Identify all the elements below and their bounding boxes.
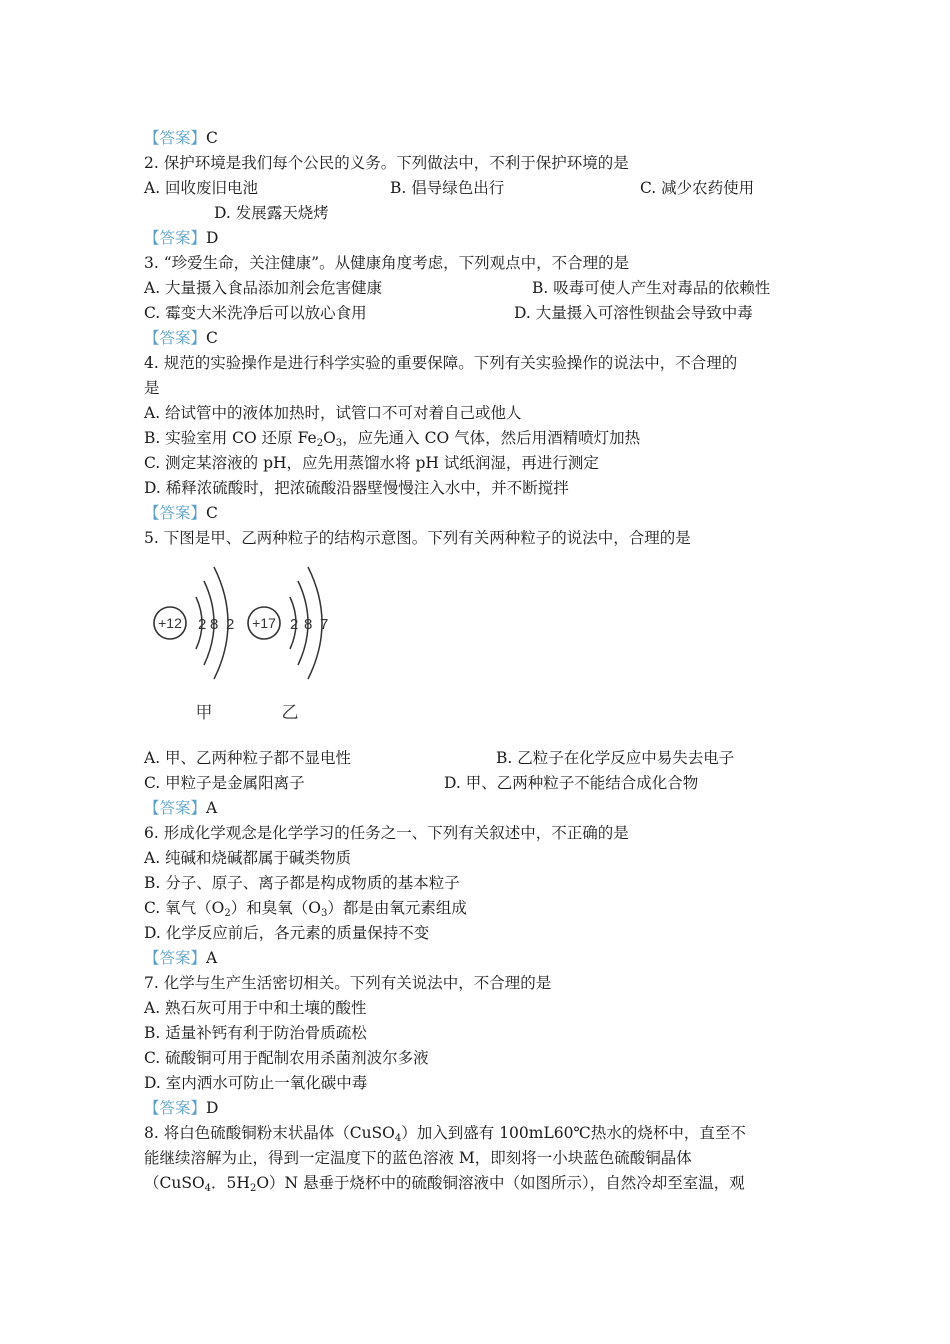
q3-option-d: D. 大量摄入可溶性钡盐会导致中毒 xyxy=(514,304,753,322)
q7-stem: 7. 化学与生产生活密切相关。下列有关说法中，不合理的是 xyxy=(144,974,552,992)
q4-stem-cont: 是 xyxy=(144,379,160,397)
jia-shell-2-electrons: 8 xyxy=(210,616,219,633)
q4-answer: 【答案】C xyxy=(144,504,218,522)
q3-options-row xyxy=(144,276,814,301)
q6-option-d: D. 化学反应前后，各元素的质量保持不变 xyxy=(144,924,430,942)
atom-structure-svg xyxy=(144,551,344,746)
q7-answer: 【答案】D xyxy=(144,1099,219,1117)
q3-options-row-2 xyxy=(144,301,814,326)
q4-stem: 4. 规范的实验操作是进行科学实验的重要保障。下列有关实验操作的说法中，不合理的 xyxy=(144,354,738,372)
q5-options-row xyxy=(144,746,814,771)
q5-option-a: A. 甲、乙两种粒子都不显电性 xyxy=(144,749,352,767)
q3-stem: 3. “珍爱生命，关注健康”。从健康角度考虑，下列观点中，不合理的是 xyxy=(144,254,630,272)
q7-option-c: C. 硫酸铜可用于配制农用杀菌剂波尔多液 xyxy=(144,1049,429,1067)
yi-shell-1-electrons: 2 xyxy=(290,616,299,633)
yi-label: 乙 xyxy=(281,703,299,723)
q8-stem-line-1: 8. 将白色硫酸铜粉末状晶体（CuSO$_4$）加入到盛有 100mL60℃热水的烧杯中，直至不 xyxy=(144,1124,746,1144)
jia-label: 甲 xyxy=(195,703,213,723)
atom-jia xyxy=(154,567,234,723)
q3-option-a: A. 大量摄入食品添加剂会危害健康 xyxy=(144,279,383,297)
q4-option-c: C. 测定某溶液的 pH，应先用蒸馏水将 pH 试纸润湿，再进行测定 xyxy=(144,454,599,472)
q1-answer: 【答案】C xyxy=(144,129,218,147)
q6-option-b: B. 分子、原子、离子都是构成物质的基本粒子 xyxy=(144,874,460,892)
q2-option-b: B. 倡导绿色出行 xyxy=(390,179,505,197)
q6-option-a: A. 纯碱和烧碱都属于碱类物质 xyxy=(144,849,352,867)
q4-option-b: B. 实验室用 CO 还原 $Fe_2O_3$，应先通入 CO 气体，然后用酒精喷灯加热 xyxy=(144,429,641,449)
yi-shell-3-electrons: 7 xyxy=(320,616,329,633)
document-page xyxy=(144,126,814,1196)
q8-stem-line-3: （CuSO$_4$．$5H_2O)N$ 悬垂于烧杯中的硫酸铜溶液中（如图所示），自然冷却至室温，观 xyxy=(144,1174,745,1194)
atom-structure-figure xyxy=(144,551,814,746)
q2-options-row-2 xyxy=(144,201,814,226)
q2-answer: 【答案】D xyxy=(144,229,219,247)
q6-stem: 6. 形成化学观念是化学学习的任务之一、下列有关叙述中，不正确的是 xyxy=(144,824,629,842)
jia-shell-3-electrons: 2 xyxy=(226,616,235,633)
q5-answer: 【答案】A xyxy=(144,799,218,817)
q5-option-c: C. 甲粒子是金属阳离子 xyxy=(144,774,305,792)
q7-option-b: B. 适量补钙有利于防治骨质疏松 xyxy=(144,1024,367,1042)
q8-stem-line-2: 能继续溶解为止，得到一定温度下的蓝色溶液 M，即刻将一小块蓝色硫酸铜晶体 xyxy=(144,1149,692,1167)
q6-answer: 【答案】A xyxy=(144,949,218,967)
q6-option-c: C. 氧气$(O_2)$和臭氧$(O_3)$都是由氧元素组成 xyxy=(144,899,467,919)
q4-option-a: A. 给试管中的液体加热时，试管口不可对着自己或他人 xyxy=(144,404,522,422)
q5-option-d: D. 甲、乙两种粒子不能结合成化合物 xyxy=(444,774,699,792)
q5-option-b: B. 乙粒子在化学反应中易失去电子 xyxy=(496,749,735,767)
q2-option-d: D. 发展露天烧烤 xyxy=(214,204,329,222)
atom-yi xyxy=(248,567,328,723)
q2-stem: 2. 保护环境是我们每个公民的义务。下列做法中，不利于保护环境的是 xyxy=(144,154,629,172)
q3-option-b: B. 吸毒可使人产生对毒品的依赖性 xyxy=(532,279,771,297)
q3-answer: 【答案】C xyxy=(144,329,218,347)
yi-nucleus-charge: +17 xyxy=(252,615,276,631)
q7-option-d: D. 室内洒水可防止一氧化碳中毒 xyxy=(144,1074,368,1092)
yi-shell-2-electrons: 8 xyxy=(304,616,313,633)
q2-option-a: A. 回收废旧电池 xyxy=(144,179,259,197)
q2-options-row xyxy=(144,176,814,201)
q5-stem: 5. 下图是甲、乙两种粒子的结构示意图。下列有关两种粒子的说法中，合理的是 xyxy=(144,529,691,547)
q4-option-d: D. 稀释浓硫酸时，把浓硫酸沿器壁慢慢注入水中，并不断搅拌 xyxy=(144,479,569,497)
q3-option-c: C. 霉变大米洗净后可以放心食用 xyxy=(144,304,367,322)
q5-options-row-2 xyxy=(144,771,814,796)
q2-option-c: C. 减少农药使用 xyxy=(640,179,755,197)
jia-nucleus-charge: +12 xyxy=(158,615,182,631)
jia-shell-1-electrons: 2 xyxy=(198,616,207,633)
q7-option-a: A. 熟石灰可用于中和土壤的酸性 xyxy=(144,999,367,1017)
